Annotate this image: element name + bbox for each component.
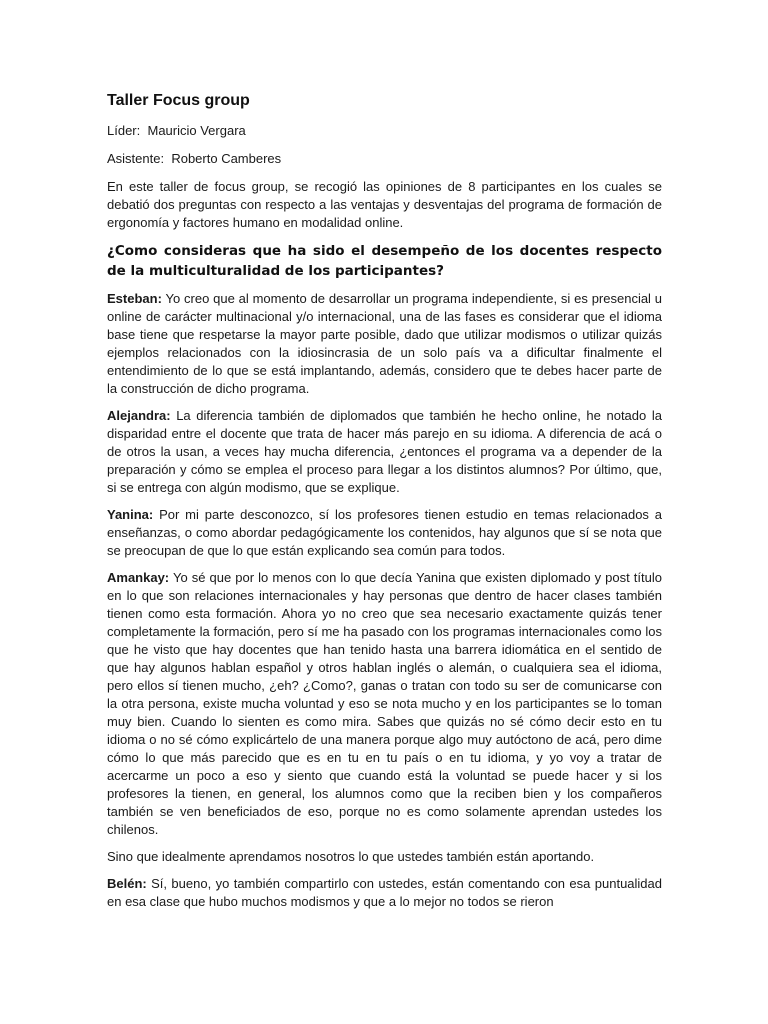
document-title: Taller Focus group [107,92,250,109]
response-text: Por mi parte desconozco, sí los profesores tienen estudio en temas relacionados a enseñanzas, o como abordar pedagógicamente los contenidos, hay algunos que sí se nota que se preocupan de que lo que están explicando sea común para todos. [107,507,662,558]
response-paragraph [107,875,662,911]
response-text: Yo sé que por lo menos con lo que decía Yanina que existen diplomado y post título en lo que son relaciones internacionales y hay personas que dentro de hacer clases también tienen como esta formación. Ahora yo no creo que sea necesario exactamente quizás tener completamente la formación, pero sí me ha pasado con los programas internacionales como los que he visto que hay docentes que han tenido hasta una barrera idiomática en el sentido de que hay algunos hablan español y otros hablan inglés o alemán, o cualquiera sea el idioma, pero ellos sí tienen mucho, ¿eh? ¿Como?, ganas o tratan con todo su ser de comunicarse con la otra persona, existe mucha voluntad y eso se nota mucho y en los participantes se lo toman muy bien. Cuando lo sienten es como mira. Sabes que quizás no sé cómo decir esto en tu idioma o no sé cómo explicártelo de una manera porque algo muy autóctono de acá, pero dime cómo lo que más parecido que es en tu en tu país o en tu idioma, y yo voy a tratar de acercarme un poco a eso y siento que cuando está la voluntad se puede hacer y si los profesores la tienen, en general, los alumnos como que la reciben bien y los compañeros también se ven beneficiados de eso, porque no es como solamente aprendan ustedes los chilenos. [107,570,662,837]
response-paragraph [107,569,662,839]
response-text: Sino que idealmente aprendamos nosotros lo que ustedes también están aportando. [107,849,595,864]
response-text: Yo creo que al momento de desarrollar un programa independiente, si es presencial u online de carácter multinacional y/o internacional, una de las fases es considerar que el idioma base tiene que respetarse la mayor parte posible, dado que utilizar modismos o utilizar quizás ejemplos relacionados con la idiosincrasia de un solo país va a dificultar finalmente el entendimiento de lo que se está implantando, además, considero que te debes hacer parte de la construcción de dicho programa. [107,291,662,396]
question-heading: ¿Como consideras que ha sido el desempeño de los docentes respecto de la multiculturalidad de los participantes? [107,243,662,279]
speaker-name: Esteban: [107,291,162,306]
leader-name: Mauricio Vergara [147,123,246,138]
assistant-name: Roberto Camberes [171,151,282,166]
intro-paragraph: En este taller de focus group, se recogió las opiniones de 8 participantes en los cuales se debatió dos preguntas con respecto a las ventajas y desventajas del programa de formación de ergonomía y factores humano en modalidad online. [107,179,662,230]
speaker-name: Alejandra: [107,408,171,423]
response-paragraph [107,506,662,560]
response-text: Sí, bueno, yo también compartirlo con ustedes, están comentando con esa puntualidad en esa clase que hubo muchos modismos y que a lo mejor no todos se rieron [107,876,662,909]
continuation-paragraph [107,848,662,866]
speaker-name: Yanina: [107,507,154,522]
speaker-name: Amankay: [107,570,170,585]
response-paragraph [107,290,662,398]
response-text: La diferencia también de diplomados que también he hecho online, he notado la disparidad entre el docente que trata de hacer más parejo en su idioma. A diferencia de acá o de otros la usan, a veces hay mucha diferencia, ¿entonces el programa va a depender de la preparación y cómo se emplea el proceso para llegar a los distintos alumnos? Por último, que, si se entrega con algún modismo, que se explique. [107,408,662,495]
leader-label: Líder: [107,123,141,138]
assistant-label: Asistente: [107,151,165,166]
speaker-name: Belén: [107,876,147,891]
response-paragraph [107,407,662,497]
document-page [107,88,662,920]
assistant-line [107,150,662,168]
leader-line [107,122,662,140]
